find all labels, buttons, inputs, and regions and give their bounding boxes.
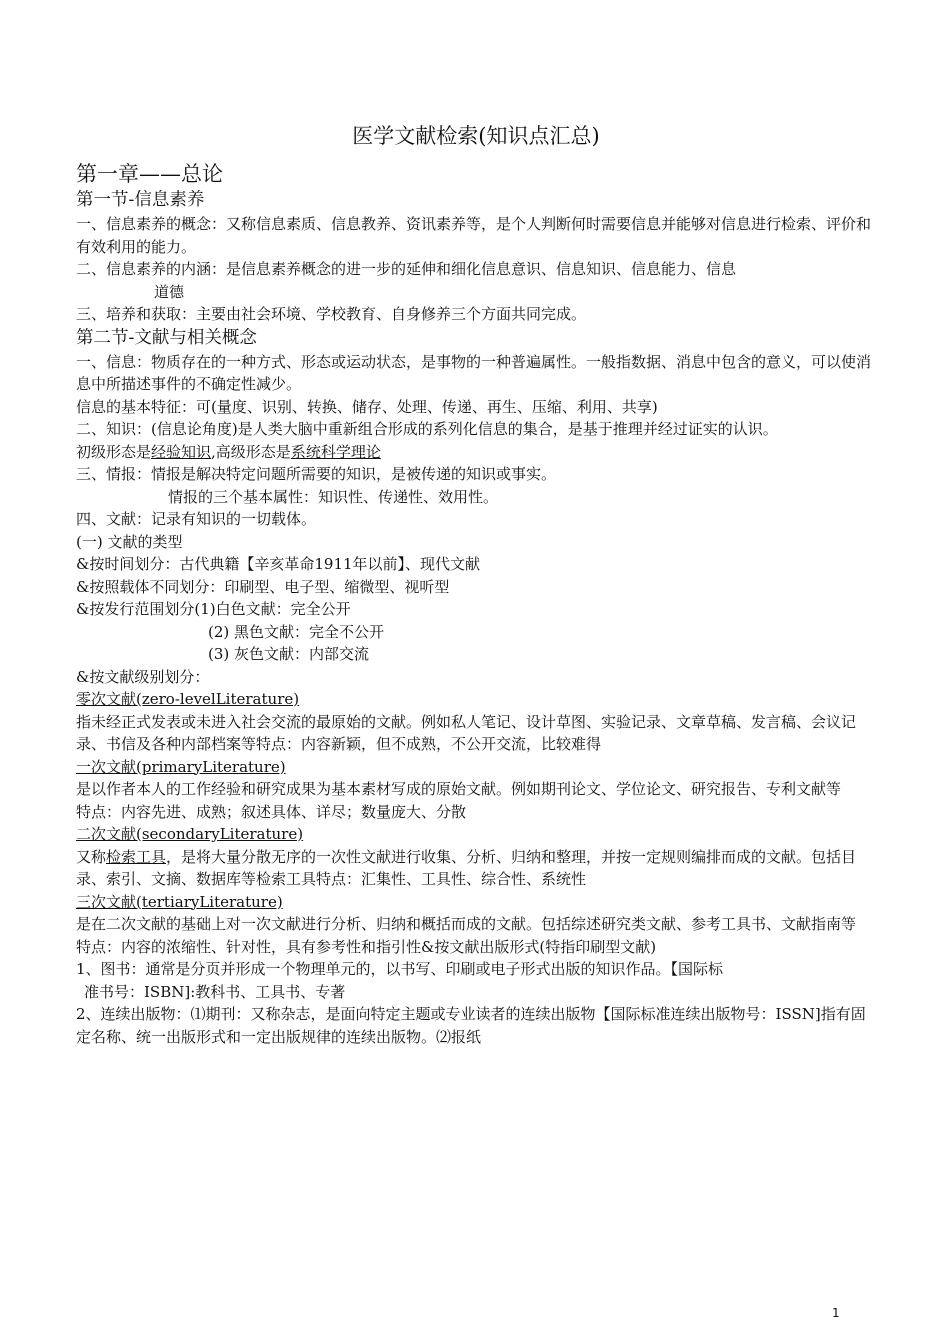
subheading-zero-level: 零次文献(zero-levelLiterature) [76, 690, 300, 708]
paragraph: 二、知识：(信息论角度)是人类大脑中重新组合形成的系列化信息的集合，是基于推理并经过证实的认识。 [76, 420, 778, 438]
paragraph-indented: (3) 灰色文献：内部交流 [208, 645, 370, 663]
paragraph: 一、信息素养的概念：又称信息素质、信息教养、资讯素养等，是个人判断何时需要信息并能够对信息进行检索、评价和有效利用的能力。 [76, 215, 872, 256]
paragraph: 二、信息素养的内涵：是信息素养概念的进一步的延伸和细化信息意识、信息知识、信息能力、信息 [76, 260, 737, 278]
underlined-term: 系统科学理论 [290, 442, 381, 461]
paragraph: 特点：内容先进、成熟；叙述具体、详尽；数量庞大、分散 [76, 802, 467, 821]
paragraph: &按照载体不同划分：印刷型、电子型、缩微型、视听型 [76, 577, 450, 596]
paragraph: &按文献级别划分： [76, 667, 210, 686]
paragraph: 四、文献：记录有知识的一切载体。 [76, 510, 317, 528]
paragraph-continuation: 准书号：ISBN]:教科书、工具书、专著 [84, 982, 346, 1001]
paragraph: &按时间划分：古代典籍【辛亥革命1911年以前】、现代文献 [76, 555, 481, 573]
subheading-secondary: 二次文献(secondaryLiterature) [76, 825, 304, 843]
paragraph: &按发行范围划分(1)白色文献：完全公开 [76, 600, 351, 618]
paragraph: 信息的基本特征：可(量度、识别、转换、储存、处理、传递、再生、压缩、利用、共享) [76, 397, 658, 416]
text: ，是将大量分散无序的一次性文献进行收集、分析、归纳和整理，并按一定规则编排而成的文献。包括目录、索引、文摘、数据库等检索工具特点：汇集性、工具性、综合性、系统性 [76, 847, 857, 888]
paragraph: 三、情报：情报是解决特定问题所需要的知识，是被传递的知识或事实。 [76, 465, 557, 483]
chapter-heading: 第一章——总论 [76, 162, 223, 186]
document-body [76, 120, 876, 1048]
text: 又称 [76, 847, 107, 866]
paragraph: (一) 文献的类型 [76, 532, 183, 551]
paragraph: 1、图书：通常是分页并形成一个物理单元的，以书写、印刷或电子形式出版的知识作品。【国际标 [76, 960, 724, 978]
paragraph-continuation: 道德 [154, 282, 185, 301]
underlined-term: 经验知识 [151, 442, 212, 461]
page-number: 1 [832, 1306, 840, 1320]
text: 初级形态是 [76, 442, 152, 461]
subheading-primary: 一次文献(primaryLiterature) [76, 757, 286, 776]
paragraph-indented: (2) 黑色文献：完全不公开 [208, 622, 385, 641]
paragraph: 是以作者本人的工作经验和研究成果为基本素材写成的原始文献。例如期刊论文、学位论文、研究报告、专利文献等 [76, 780, 842, 798]
text: ,高级形态是 [211, 442, 291, 461]
section-heading-2: 第二节-文献与相关概念 [76, 327, 257, 348]
paragraph: 一、信息：物质存在的一种方式、形态或运动状态，是事物的一种普遍属性。一般指数据、消息中包含的意义，可以使消息中所描述事件的不确定性减少。 [76, 352, 872, 393]
document-title: 医学文献检索(知识点汇总) [352, 124, 600, 148]
paragraph: 2、连续出版物：⑴期刊：又称杂志，是面向特定主题或专业读者的连续出版物【国际标准连续出版物号：ISSN]指有固定名称、统一出版形式和一定出版规律的连续出版物。⑵报纸 [76, 1005, 866, 1046]
paragraph [76, 846, 876, 891]
paragraph: 指未经正式发表或未进入社会交流的最原始的文献。例如私人笔记、设计草图、实验记录、文章草稿、发言稿、会议记录、书信及各种内部档案等特点：内容新颖，但不成熟，不公开交流，比较难得 [76, 712, 857, 753]
section-heading-1: 第一节-信息素养 [76, 190, 205, 210]
underlined-term: 检索工具 [106, 847, 167, 866]
subheading-tertiary: 三次文献(tertiaryLiterature) [76, 892, 283, 911]
paragraph-indented: 情报的三个基本属性：知识性、传递性、效用性。 [168, 487, 499, 506]
paragraph: 特点：内容的浓缩性、针对性，具有参考性和指引性&按文献出版形式(特指印刷型文献) [76, 937, 657, 956]
paragraph: 是在二次文献的基础上对一次文献进行分析、归纳和概括而成的文献。包括综述研究类文献、参考工具书、文献指南等 [76, 915, 857, 933]
paragraph: 三、培养和获取：主要由社会环境、学校教育、自身修养三个方面共同完成。 [76, 305, 587, 323]
paragraph [76, 441, 876, 464]
